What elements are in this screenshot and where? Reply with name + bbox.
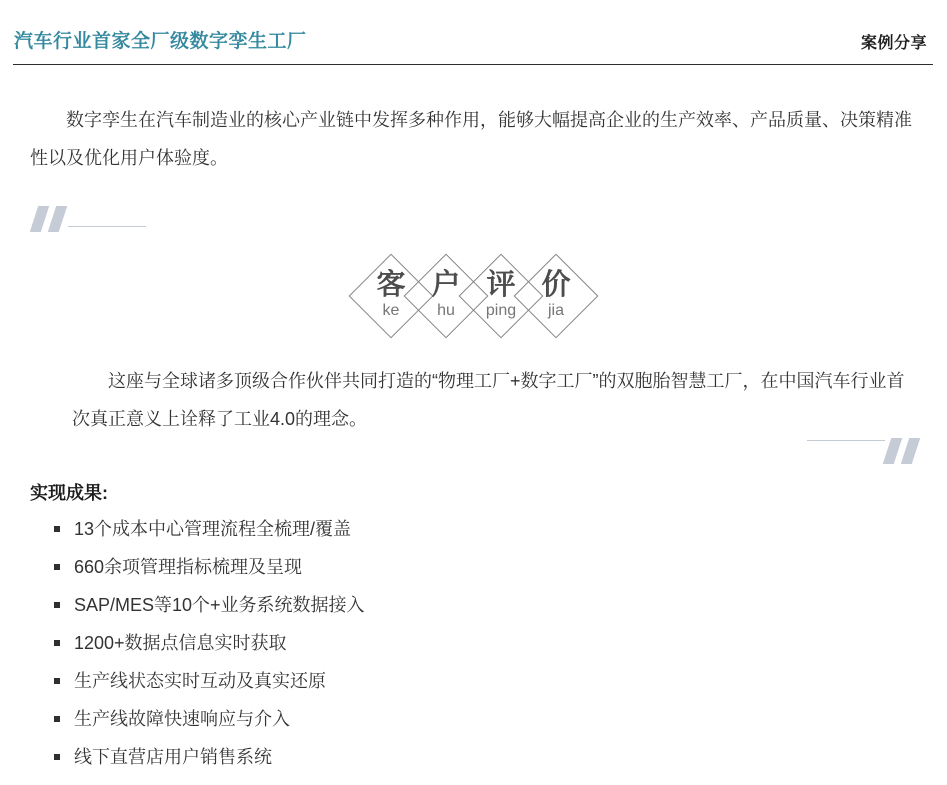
quote-line [68, 226, 146, 227]
bullet-square-icon [54, 526, 60, 532]
list-item-text: 生产线故障快速响应与介入 [74, 709, 290, 729]
quote-close-icon [0, 438, 923, 464]
page-title: 汽车行业首家全厂级数字孪生工厂 [14, 31, 307, 52]
quote-slash-icon [30, 206, 49, 232]
stamp-char: 客 [376, 269, 406, 301]
quote-open-icon [34, 205, 947, 232]
results-list [0, 510, 947, 776]
bullet-square-icon [54, 640, 60, 646]
page-header [0, 0, 947, 53]
stamp-pinyin: jia [547, 302, 564, 319]
list-item-text: 660余项管理指标梳理及呈现 [74, 557, 303, 577]
list-item [54, 700, 947, 738]
list-item-text: 线下直营店用户销售系统 [74, 747, 272, 767]
quote-paragraph: 这座与全球诸多顶级合作伙伴共同打造的“物理工厂+数字工厂”的双胞胎智慧工厂，在中国汽车行业首次真正意义上诠释了工业4.0的理念。 [72, 371, 905, 429]
bullet-square-icon [54, 564, 60, 570]
stamp-char: 户 [431, 269, 461, 301]
bullet-square-icon [54, 716, 60, 722]
stamp-char: 价 [541, 269, 571, 301]
bullet-square-icon [54, 602, 60, 608]
list-item [54, 738, 947, 776]
list-item-text: 生产线状态实时互动及真实还原 [74, 671, 326, 691]
stamp-pinyin: ke [382, 302, 400, 319]
customer-review-stamp [0, 248, 947, 343]
stamp-char: 评 [486, 269, 516, 301]
list-item [54, 662, 947, 700]
diamond-content [513, 253, 599, 339]
stamp-pinyin: ping [485, 302, 517, 319]
stamp-diamond-jia [513, 253, 599, 339]
quote-line [807, 440, 885, 441]
header-divider [13, 64, 933, 65]
quote-slash-icon [883, 438, 902, 464]
list-item [54, 624, 947, 662]
case-share-badge: 案例分享 [860, 35, 927, 52]
list-item [54, 548, 947, 586]
intro-paragraph: 数字孪生在汽车制造业的核心产业链中发挥多种作用，能够大幅提高企业的生产效率、产品质量、决策精准性以及优化用户体验度。 [30, 110, 912, 168]
bullet-square-icon [54, 754, 60, 760]
quote-slash-icon [48, 206, 67, 232]
list-item-text: 1200+数据点信息实时获取 [74, 633, 287, 653]
list-item [54, 586, 947, 624]
list-item [54, 510, 947, 548]
bullet-square-icon [54, 678, 60, 684]
results-heading: 实现成果: [30, 483, 108, 503]
list-item-text: SAP/MES等10个+业务系统数据接入 [74, 595, 365, 615]
quote-slash-icon [901, 438, 920, 464]
list-item-text: 13个成本中心管理流程全梳理/覆盖 [74, 519, 352, 539]
stamp-pinyin: hu [437, 302, 455, 319]
